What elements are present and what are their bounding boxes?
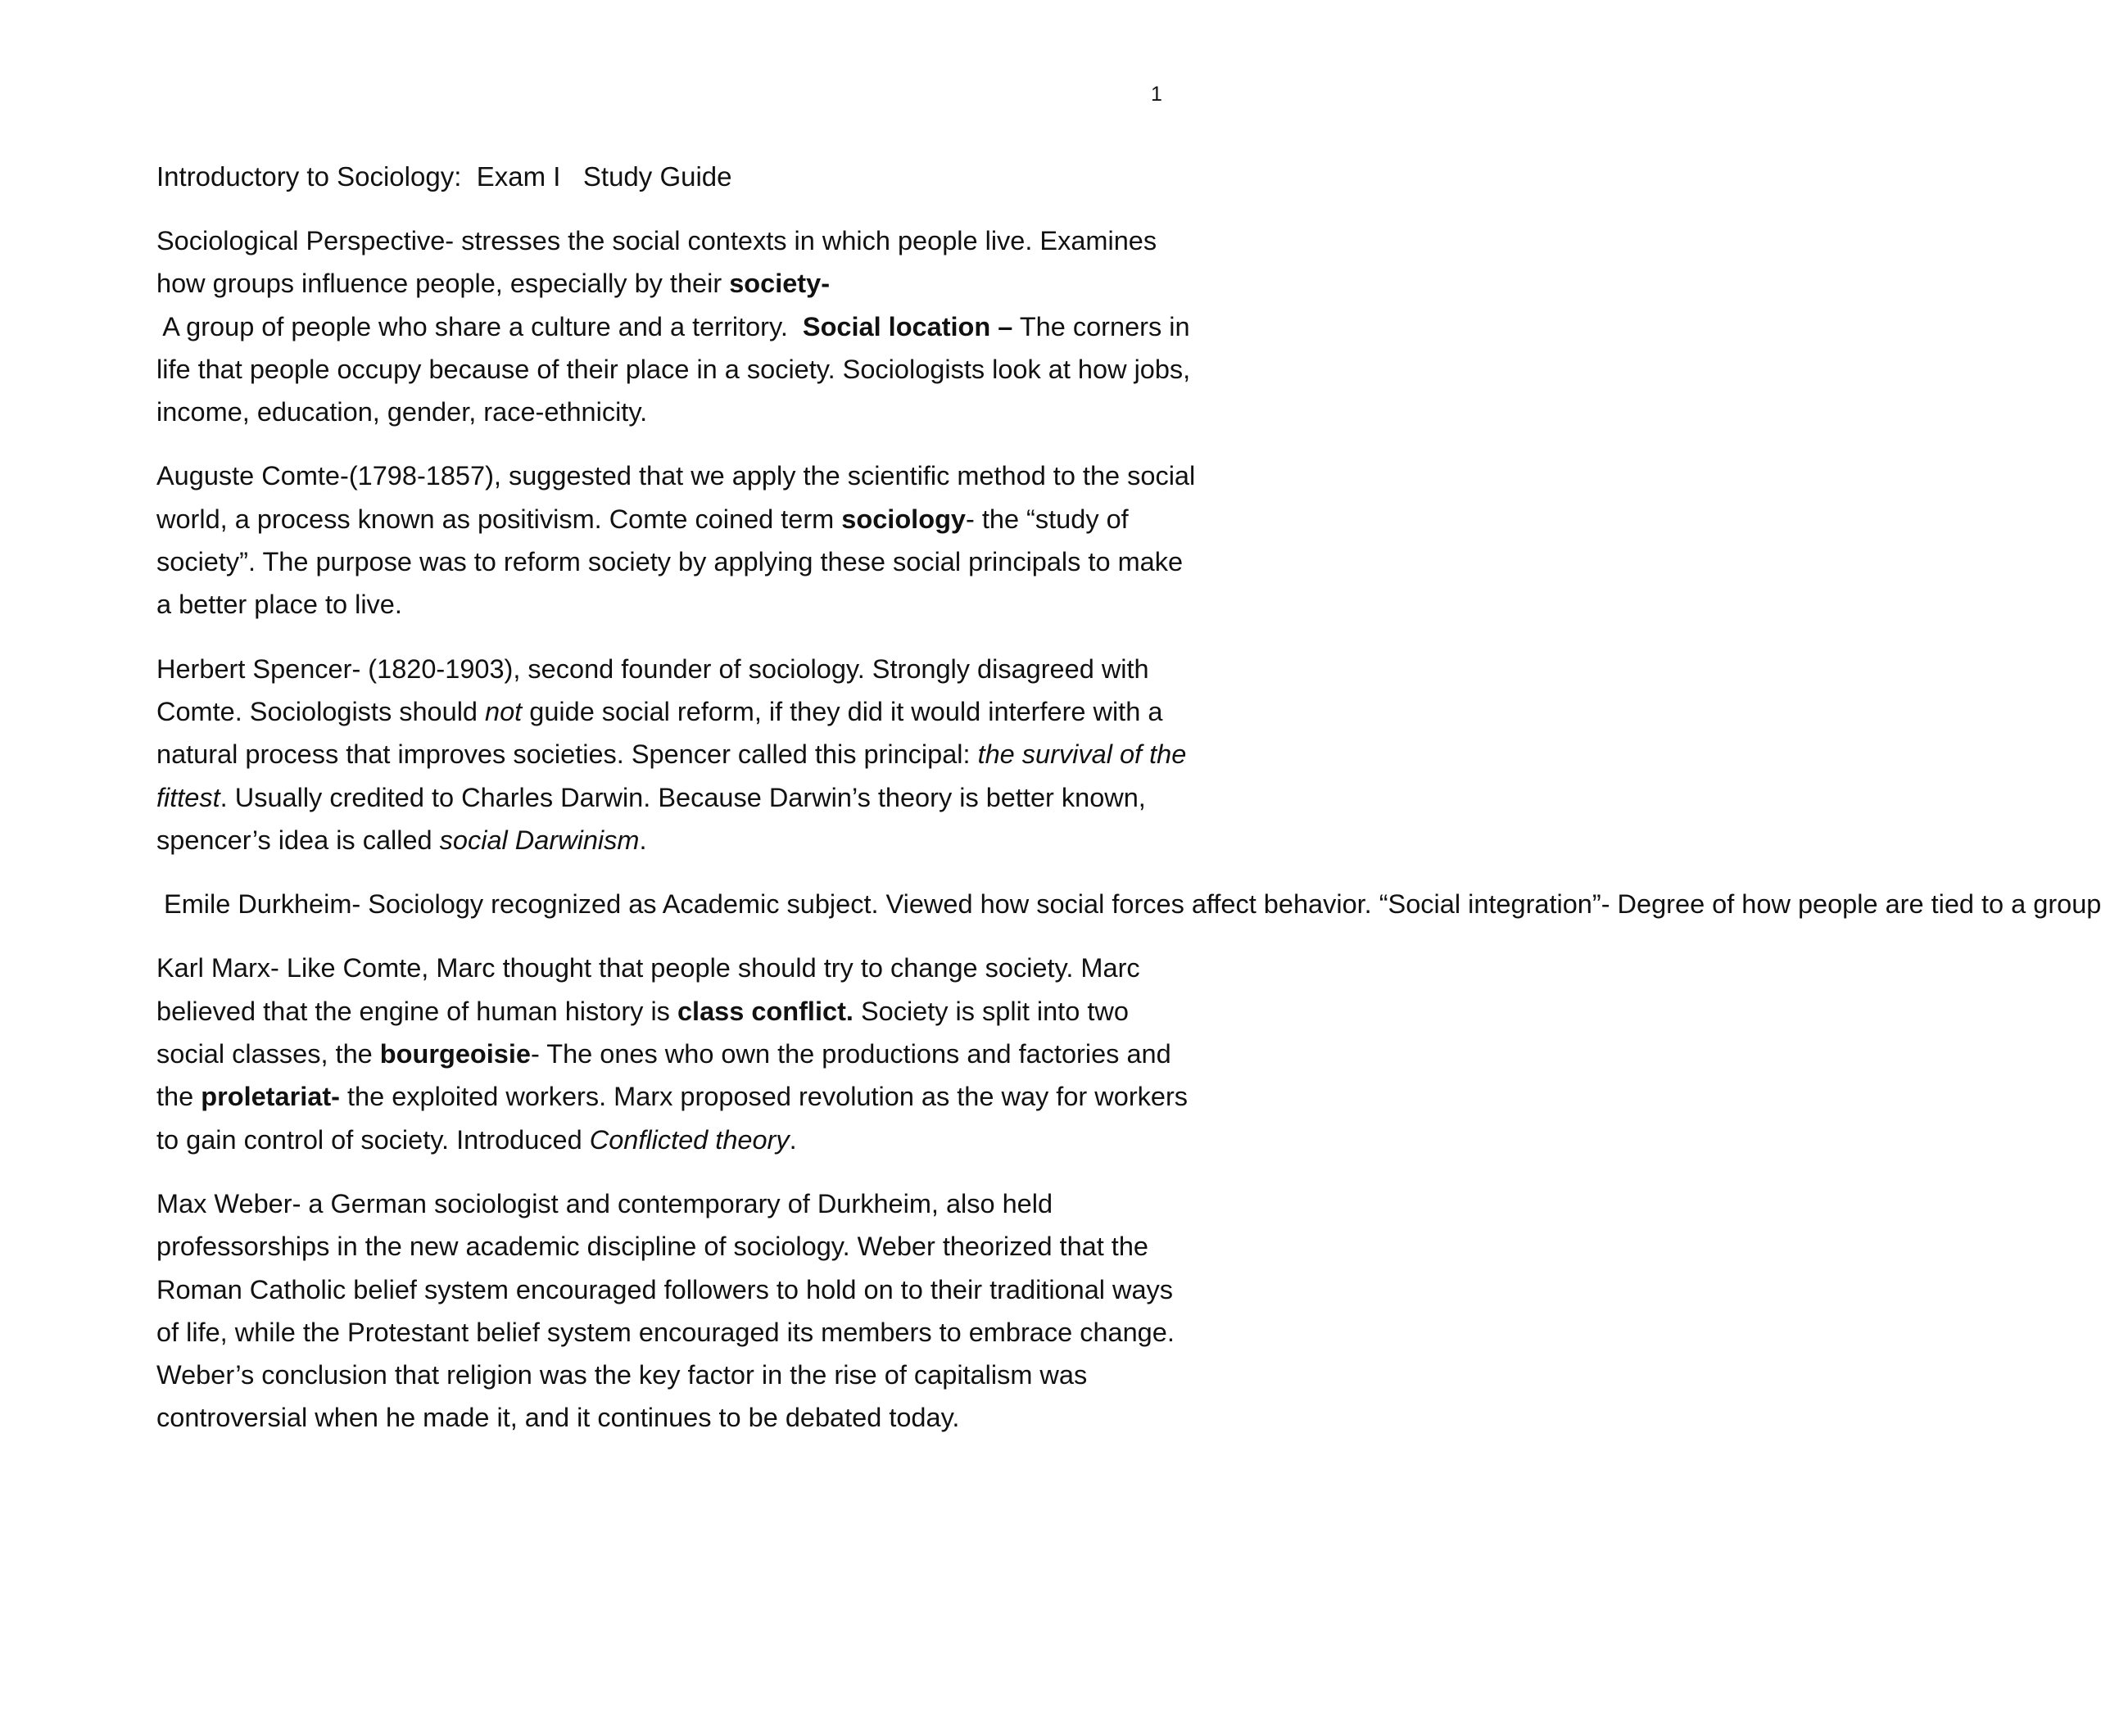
text-run: Auguste Comte-(1798-1857), suggested that we apply the scientific method to the social world, a process known as positivism. Comte coined term [156, 461, 1196, 534]
text-run: The corners in life that people occupy because of their place in a society. Sociologists look at how jobs, income, education, gender, race-ethnicity. [156, 311, 1191, 427]
term-social-location: Social location – [802, 311, 1013, 341]
document-title: Introductory to Sociology: Exam I Study Guide [156, 161, 732, 192]
term-proletariat: proletariat- [201, 1082, 340, 1112]
paragraph-herbert-spencer [156, 648, 1197, 861]
text-run: Karl Marx- Like Comte, Marc thought that people should try to change society. Marc believed that the engine of human history is [156, 953, 1140, 1026]
text-run: Emile Durkheim- Sociology recognized as Academic subject. Viewed how social forces affect behavior. “Social integration”- Degree of how people are tied to a group [156, 889, 2101, 920]
paragraph-karl-marx [156, 947, 1197, 1160]
emphasis-survival-of-the-fittest: the survival of the fittest [156, 739, 1187, 812]
term-class-conflict: class conflict. [677, 996, 854, 1026]
text-run: - The ones who own the productions and factories and the [156, 1039, 1171, 1112]
paragraph-max-weber [156, 1182, 1197, 1440]
emphasis-conflicted-theory: Conflicted theory [589, 1124, 790, 1155]
paragraph-emile-durkheim [156, 883, 2101, 925]
text-run: . [639, 825, 647, 855]
text-run: Sociological Perspective- stresses the social contexts in which people live. Examines how groups influence people, especially by their [156, 226, 1157, 299]
emphasis-not: not [485, 696, 523, 726]
term-bourgeoisie: bourgeoisie [379, 1039, 531, 1069]
text-run: A group of people who share a culture and a territory. [156, 311, 803, 341]
term-sociology: sociology [841, 504, 966, 534]
paragraph-sociological-perspective [156, 219, 1197, 433]
text-run: the exploited workers. Marx proposed revolution as the way for workers to gain control of society. Introduced [156, 1082, 1189, 1155]
text-run: guide social reform, if they did it would interfere with a natural process that improves societies. Spencer called this principal: [156, 696, 1163, 770]
text-run: - the “study of society”. The purpose was to reform society by applying these social principals to make a better place to live. [156, 504, 1184, 620]
paragraph-auguste-comte [156, 454, 1197, 626]
page-number: 1 [1151, 83, 1162, 106]
document-body [156, 156, 2101, 1461]
text-run: . [789, 1124, 797, 1155]
text-run: . Usually credited to Charles Darwin. Because Darwin’s theory is better known, spencer’s idea is called [156, 782, 1146, 855]
emphasis-social-darwinism: social Darwinism [439, 825, 640, 855]
text-run: Society is split into two social classes, the [156, 996, 1129, 1069]
text-run: Herbert Spencer- (1820-1903), second founder of sociology. Strongly disagreed with Comte. Sociologists should [156, 653, 1149, 726]
text-run: Max Weber- a German sociologist and contemporary of Durkheim, also held professorships in the new academic discipline of sociology. Weber theorized that the Roman Catholic belief system encouraged followers to hold on to their traditional ways of life, while the Protestant belief system encouraged its members to embrace change. Weber’s conclusion that religion was the key factor in the rise of capitalism was controversial when he made it, and it continues to be debated today. [156, 1188, 1175, 1433]
term-society: society- [729, 269, 831, 299]
